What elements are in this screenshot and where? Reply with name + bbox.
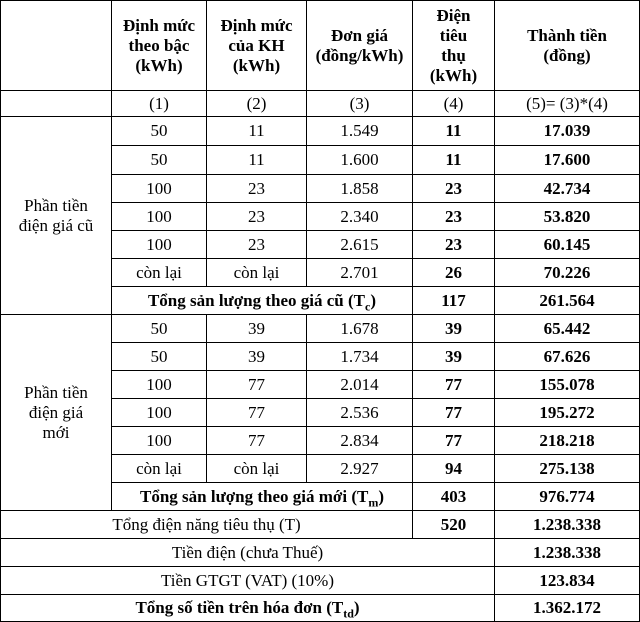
column-number: (5)= (3)*(4) [495, 91, 640, 117]
customer-quota-cell: 39 [207, 343, 307, 371]
amount-cell: 17.600 [495, 146, 640, 175]
header-unit-price: Đơn giá (đồng/kWh) [307, 1, 413, 91]
column-number: (3) [307, 91, 413, 117]
vat-row [1, 567, 640, 595]
new-price-group-label: Phần tiền điện giá mới [1, 315, 112, 511]
amount-cell: 275.138 [495, 455, 640, 483]
consumption-cell: 94 [413, 455, 495, 483]
tier-cell: 50 [112, 315, 207, 343]
amount-cell: 70.226 [495, 259, 640, 287]
tier-cell: 100 [112, 399, 207, 427]
table-row [1, 315, 640, 343]
unit-price-cell: 2.834 [307, 427, 413, 455]
tier-cell: 100 [112, 175, 207, 203]
customer-quota-cell: còn lại [207, 455, 307, 483]
tier-cell: 50 [112, 117, 207, 146]
invoice-total-amount: 1.362.172 [495, 595, 640, 622]
consumption-cell: 11 [413, 117, 495, 146]
consumption-cell: 39 [413, 343, 495, 371]
new-price-total-amount: 976.774 [495, 483, 640, 511]
column-number: (1) [112, 91, 207, 117]
vat-label: Tiền GTGT (VAT) (10%) [1, 567, 495, 595]
unit-price-cell: 2.340 [307, 203, 413, 231]
header-customer-quota: Định mức của KH (kWh) [207, 1, 307, 91]
pretax-amount: 1.238.338 [495, 539, 640, 567]
unit-price-cell: 2.615 [307, 231, 413, 259]
unit-price-cell: 1.734 [307, 343, 413, 371]
tier-cell: 100 [112, 371, 207, 399]
customer-quota-cell: 77 [207, 427, 307, 455]
tier-cell: 100 [112, 231, 207, 259]
column-number: (4) [413, 91, 495, 117]
column-number-blank [1, 91, 112, 117]
total-consumption-row [1, 511, 640, 539]
consumption-cell: 11 [413, 146, 495, 175]
tier-cell: còn lại [112, 455, 207, 483]
amount-cell: 17.039 [495, 117, 640, 146]
header-consumption: Điện tiêu thụ (kWh) [413, 1, 495, 91]
tier-cell: 100 [112, 427, 207, 455]
amount-cell: 42.734 [495, 175, 640, 203]
new-price-total-kwh: 403 [413, 483, 495, 511]
customer-quota-cell: 23 [207, 203, 307, 231]
consumption-cell: 39 [413, 315, 495, 343]
column-number-row [1, 91, 640, 117]
unit-price-cell: 2.536 [307, 399, 413, 427]
tier-cell: 50 [112, 146, 207, 175]
vat-amount: 123.834 [495, 567, 640, 595]
invoice-total-label: Tổng số tiền trên hóa đơn $(T_{td})$ [1, 595, 495, 622]
unit-price-cell: 1.678 [307, 315, 413, 343]
customer-quota-cell: 11 [207, 146, 307, 175]
customer-quota-cell: 39 [207, 315, 307, 343]
unit-price-cell: 2.014 [307, 371, 413, 399]
unit-price-cell: 2.927 [307, 455, 413, 483]
pretax-label: Tiền điện (chưa Thuế) [1, 539, 495, 567]
amount-cell: 60.145 [495, 231, 640, 259]
corner-cell [1, 1, 112, 91]
header-tier: Định mức theo bậc (kWh) [112, 1, 207, 91]
customer-quota-cell: 77 [207, 399, 307, 427]
unit-price-cell: 1.858 [307, 175, 413, 203]
amount-cell: 218.218 [495, 427, 640, 455]
total-consumption-label: Tổng điện năng tiêu thụ (T) [1, 511, 413, 539]
consumption-cell: 77 [413, 427, 495, 455]
amount-cell: 53.820 [495, 203, 640, 231]
old-price-total-amount: 261.564 [495, 287, 640, 315]
consumption-cell: 77 [413, 399, 495, 427]
consumption-cell: 23 [413, 175, 495, 203]
consumption-cell: 23 [413, 203, 495, 231]
total-consumption-amount: 1.238.338 [495, 511, 640, 539]
tier-cell: còn lại [112, 259, 207, 287]
unit-price-cell: 1.549 [307, 117, 413, 146]
amount-cell: 155.078 [495, 371, 640, 399]
new-price-total-label: Tổng sản lượng theo giá mới $(T_m)$ [112, 483, 413, 511]
customer-quota-cell: 11 [207, 117, 307, 146]
pretax-row [1, 539, 640, 567]
column-number: (2) [207, 91, 307, 117]
old-price-total-label: Tổng sản lượng theo giá cũ $(T_c)$ [112, 287, 413, 315]
customer-quota-cell: 77 [207, 371, 307, 399]
tier-cell: 100 [112, 203, 207, 231]
customer-quota-cell: 23 [207, 231, 307, 259]
consumption-cell: 77 [413, 371, 495, 399]
old-price-group-label: Phần tiền điện giá cũ [1, 117, 112, 315]
amount-cell: 67.626 [495, 343, 640, 371]
table-row [1, 117, 640, 146]
unit-price-cell: 2.701 [307, 259, 413, 287]
old-price-total-kwh: 117 [413, 287, 495, 315]
unit-price-cell: 1.600 [307, 146, 413, 175]
customer-quota-cell: 23 [207, 175, 307, 203]
header-row [1, 1, 640, 91]
header-amount: Thành tiền (đồng) [495, 1, 640, 91]
customer-quota-cell: còn lại [207, 259, 307, 287]
total-consumption-kwh: 520 [413, 511, 495, 539]
amount-cell: 195.272 [495, 399, 640, 427]
invoice-total-row [1, 595, 640, 622]
tier-cell: 50 [112, 343, 207, 371]
consumption-cell: 26 [413, 259, 495, 287]
consumption-cell: 23 [413, 231, 495, 259]
amount-cell: 65.442 [495, 315, 640, 343]
